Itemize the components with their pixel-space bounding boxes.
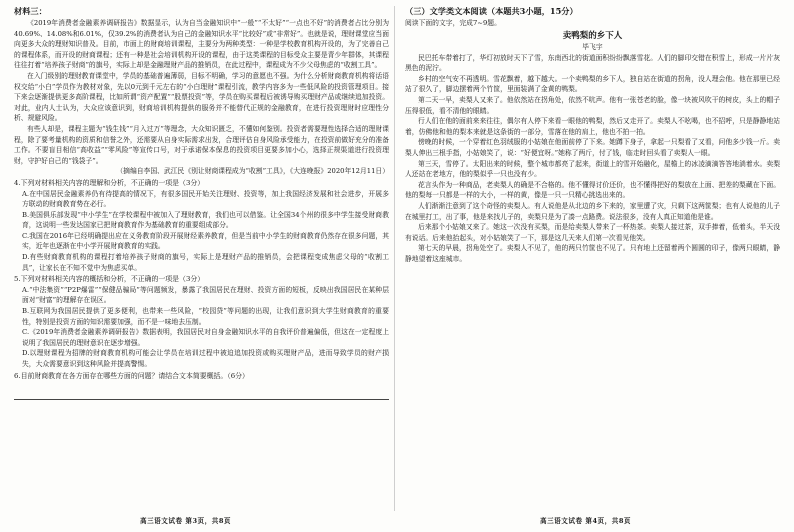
question-5-stem: 5.下列对材料相关内容的概括和分析，不正确的一项是（3分） (14, 275, 205, 284)
material-source: （摘编自李国、武江民《别让财商课程成为“收割”工具》，《大连晚报》2020年12月11日） (116, 167, 389, 176)
reading-instruction: 阅读下面的文字，完成7~9题。 (405, 19, 501, 27)
question-5-option-d: D.以理财课程为招牌的财商教育机构可能会让学员在培训过程中被迫追加投资或购买理财产品，进而导致学员的财产损失，大众需要意识到这种风险并提高警惕。 (22, 349, 389, 368)
question-5-option-c: C.《2019年消费者金融素养调研报告》数据表明，我国居民对自身金融知识水平的自我评价普遍偏低，但这在一定程度上说明了我国居民的理财意识在逐步增强。 (22, 328, 389, 347)
story-paragraph: 后来那个小姑娘又来了。她这一次没有买梨，而是给卖梨人带来了一杯热茶。卖梨人接过茶，双手捧着，低着头，半天没有说话。后来他抬起头，对小姑娘笑了一下，那是这几天来人们第一次看见他笑。 (405, 223, 780, 242)
story-paragraph: 第二天一早，卖梨人又来了。他依然站在拐角处，依然不吭声。他有一张苍老的脸，像一块被风吹干的树皮，头上的帽子压得很低，看不清他的眼睛。 (405, 95, 780, 115)
question-4-option-b: B.美国俱乐部发现“中小学生”在学校课程中被加入了理财教育，我们也可以借鉴。让全国34个州的很多中学生接受财商教育，这说明一些发达国家已把财商教育作为基础教育的重要组成部分。 (22, 210, 389, 230)
story-paragraph: 乡村的空气安不再透明。雪花飘着，越下越大。一个卖鸭梨的乡下人，独自站在街道的拐角，没人理会他。他在那里已经站了很久了，脚边摆着两个竹筐，里面装满了金黄的鸭梨。 (405, 74, 780, 94)
question-5-option-a: A.“中法集资”“P2P爆雷”“保健品骗局”等问题频发，暴露了我国居民在理财、投资方面的短板，反映出我国居民在某种层面对“财富”的理解存在误区。 (22, 285, 389, 305)
story-paragraph: 第三天，雪停了。太阳出来的时候，整个城市都亮了起来，街道上的雪开始融化，屋檐上的冰凌滴滴答答地淌着水。卖梨人还站在老地方，他的梨似乎一只也没有少。 (405, 159, 780, 179)
page-footer-left: 高三语文试卷 第3页，共8页 (140, 517, 232, 525)
question-4-option-d: D.有些财商教育机构的课程打着培养孩子财商的旗号，实际上是理财产品的推销员，会把课程变成焦虑父母的“收割工具”，让家长在不知不觉中为焦虑买单。 (22, 253, 389, 272)
question-5-option-b: B.互联网为我国居民提供了更多便利，也带来一些风险，“校园贷”等问题的出现，让我们意识到大学生财商教育的重要性，特别是投资方面的知识需要加强，而不是一味地去压制。 (22, 307, 389, 326)
story-paragraph: 民巴托车带着打了，华灯初放时天下了雪，东南西北的街道面积纷纷飘落雪花。人们的脚印交错在积雪上，形成一片片灰黑色的泥泞。 (405, 53, 780, 73)
question-6-stem: 6.目前财商教育在各方面存在哪些方面的问题？请结合文本简要概括。（6分） (14, 371, 249, 380)
story-paragraph: 第七天的早晨，拐角处空了。卖梨人不见了，他的两只竹筐也不见了。只有地上还留着两个圆圆的印子，像两只眼睛，静静地望着这座城市。 (405, 244, 780, 263)
story-author: 毕飞宇 (582, 42, 603, 51)
question-4-stem: 4.下列对材料相关内容的理解和分析，不正确的一项是（3分） (14, 178, 205, 187)
story-paragraph: 花言头作为一种商品，老卖梨人的确是不合格的。他不懂得讨价还价，也不懂得把好的梨放在上面、把差的梨藏在下面。他的梨每一只都是一样的大小，一样的黄，像是一只一只精心挑选出来的。 (405, 180, 780, 200)
question-4-option-c: C.我国在2016年已经明确提出应在义务教育阶段开展财经素养教育，但是当前中小学生的财商教育仍然存在很多问题，其实，近年也逐渐在中小学开展财商教育的实践。 (22, 231, 389, 251)
right-page (405, 6, 780, 511)
material-paragraph: 在入门级别的理财教育课堂中，学员的基础普遍薄弱，目标不明确，学习的意愿也不强。为什么分析财商教育机构将话语权交给“小白”学员作为教材对象，先以0元到千元左右的“小白理财”课程引流，教学内容多为一些低风险的投资管理项目。接下来会逐渐提供更多高阶课程，比如所谓“资产配置”“股票投资”等，学员在购买课程后被诱导购买理财产品或继续追加投资。对此，业内人士认为，大众应该意识到，财商培训机构提供的服务并不能替代正规的金融教育，在进行投资理财时应理性分析、规避风险。 (14, 71, 389, 123)
page-footer-right: 高三语文试卷 第4页，共8页 (540, 517, 632, 525)
left-page (14, 6, 389, 511)
page-divider (394, 6, 395, 511)
material-paragraph: 《2019年消费者金融素养调研报告》数据显示，认为自当金融知识中“一般”“不太好”“一点也不好”的消费者占比分别为40.69%、14.08%和6.01%，仅39.2%的消费者认为自己的金融知识水平“比较好”或“非常好”。也就是说，理财课堂应当面向更多大众的理财知识普及。目前，市面上的财商培训课程，主要分为两种类型：一种是学校教育机构开设的，为了完善自己的课程体系，而开设的财商课程；还有一种是社会培训机构开设的课程，由于这类课程的目标受众主要是青少年群体，其课程往往打着“培养孩子财商”的旗号，实际上却是金融理财产品的推销员，在此过程中，课程成为不少父母焦虑的“收割工具”。 (14, 19, 389, 70)
question-4-option-a: A.在中国居民金融素养仍有待提高的情况下，有很多国民开始关注理财、投资等，加上我国经济发展和社会进步，开展多方联动的财商教育势在必行。 (22, 189, 389, 209)
story-paragraph: 傍晚的时候，一个穿着红色羽绒服的小姑娘在他面前停了下来。她蹲下身子，拿起一只梨看了又看，问他多少钱一斤。卖梨人伸出三根手指，小姑娘笑了，说：“好便宜呀。”她称了两斤，付了钱，临走时回头看了卖梨人一眼。 (405, 138, 780, 157)
material-paragraph: 有些人却是，课程主题为“钱生钱”“月入过万”等理念，大众知识匮乏，不懂如何鉴别。投资者需要理性选择合适的理财课程，除了要考量机构的资质和信誉之外，还需要从自身实际需求出发，合理评估自身风险承受能力，在投资前做好充分的准备工作。不要盲目相信“高收益”“零风险”等宣传口号，对于承诺保本保息的投资项目更要多加小心，选择正规渠道进行投资理财，守护好自己的“钱袋子”。 (14, 124, 389, 165)
section-title: （三）文学类文本阅读（本题共3小题，15分） (405, 6, 578, 16)
material-title: 材料三： (14, 6, 47, 16)
story-paragraph: 人们渐渐注意到了这个奇怪的卖梨人。有人说他是从北边的乡下来的，家里遭了灾，只剩下这两筐梨；也有人说他的儿子在城里打工，出了事，他是来找儿子的，卖梨只是为了凑一点路费。说法很多，没有人真正知道他是谁。 (405, 201, 780, 221)
story-title: 卖鸭梨的乡下人 (562, 30, 623, 41)
story-paragraph: 行人们在他的面前来来往往，偶尔有人停下来看一眼他的鸭梨，然后又走开了。卖梨人不吆喝，也不招呼，只是静静地站着，仿佛他和他的梨本来就是这条街的一部分，雪落在他的肩上，他也不拍一拍。 (405, 117, 780, 136)
answer-line[interactable] (14, 387, 389, 400)
